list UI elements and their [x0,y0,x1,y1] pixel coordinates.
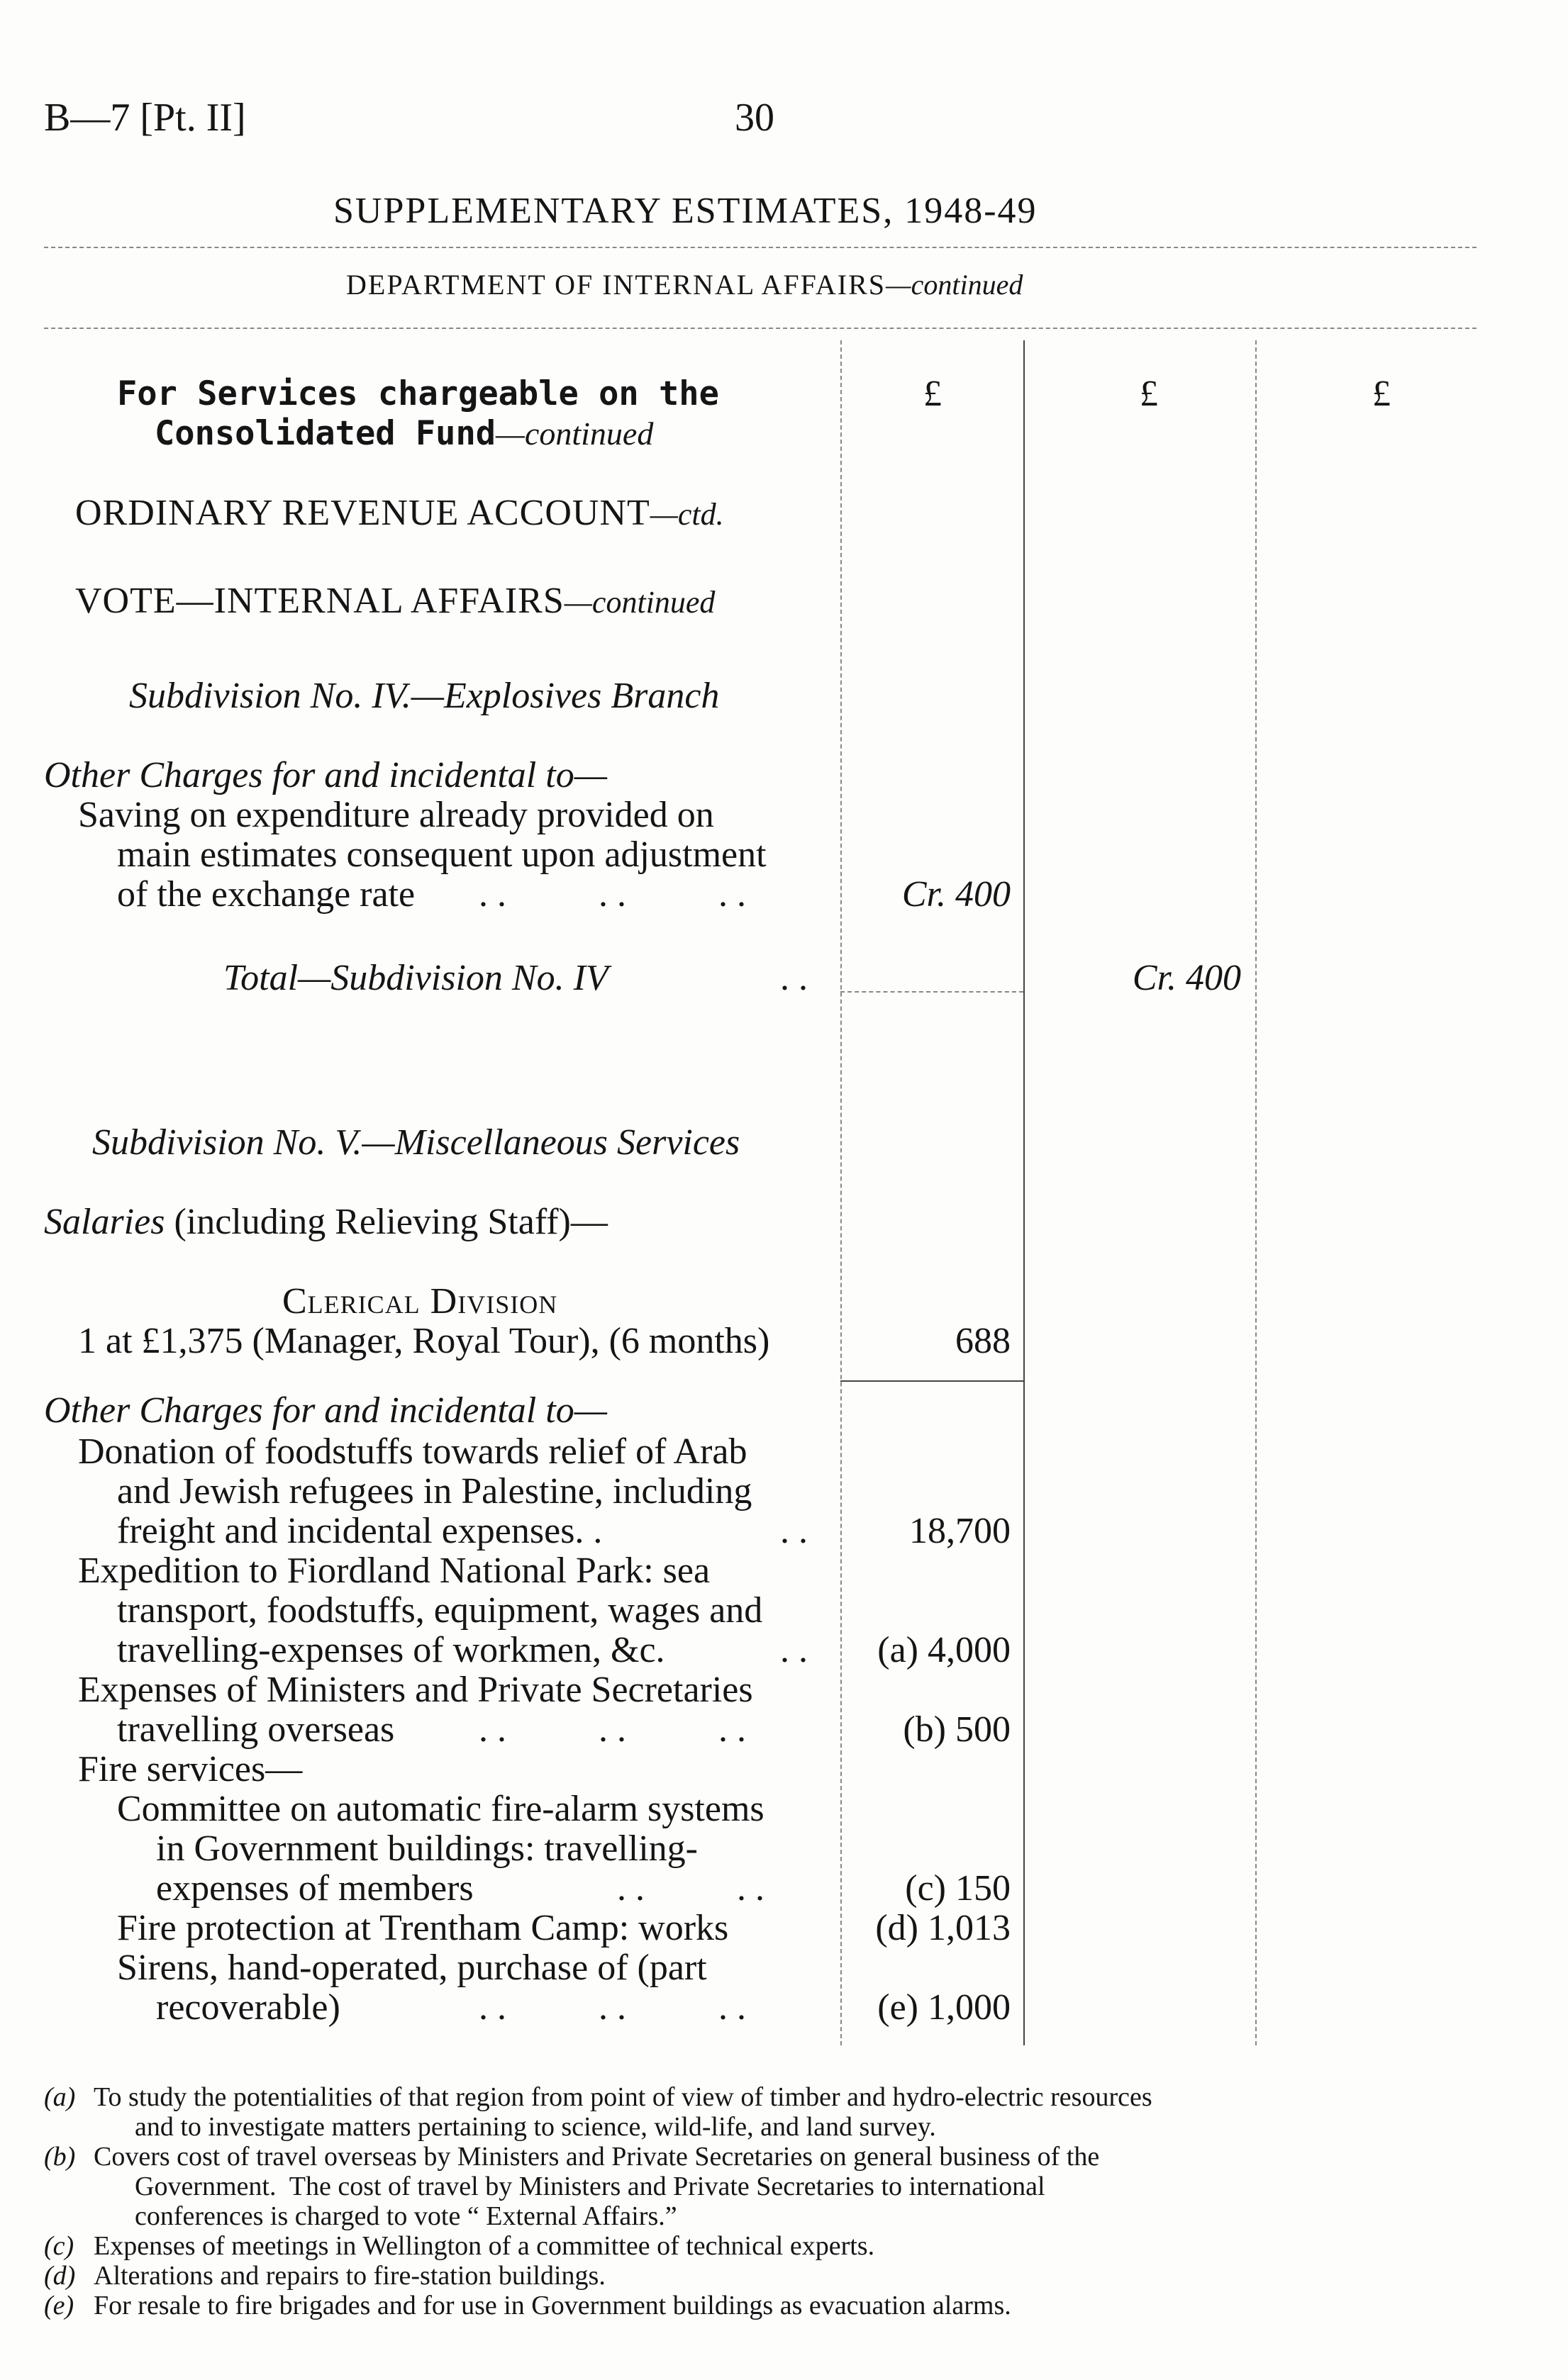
column-header-2: £ [1140,374,1158,414]
ordinary-revenue-heading: ORDINARY REVENUE ACCOUNT—ctd. [75,493,724,533]
salaries-subtotal-rule [840,1380,1023,1382]
trentham-amount: (d) 1,013 [875,1908,1011,1948]
subtotal-rule [840,991,1023,993]
ministers-amount: (b) 500 [903,1709,1011,1750]
subdivision-v-heading: Subdivision No. V.—Miscellaneous Services [92,1122,740,1163]
footnote-c-mark: (c) [44,2231,74,2261]
saving-leader-dots: . . . . . . [479,874,746,915]
document-reference: B—7 [Pt. II] [44,96,246,140]
committee-line-1: Committee on automatic fire-alarm systems [117,1789,764,1829]
footnote-d-line-1: Alterations and repairs to fire-station buildings. [94,2261,606,2291]
subdivision-iv-heading: Subdivision No. IV.—Explosives Branch [129,676,720,716]
sirens-amount: (e) 1,000 [877,1987,1011,2028]
services-heading-line1: For Services chargeable on the [117,374,719,413]
footnote-b-line-3: conferences is charged to vote “ External Affairs.” [135,2201,677,2231]
footnote-e-line-1: For resale to fire brigades and for use in Government buildings as evacuation alarms. [94,2291,1011,2320]
fiordland-leader-dots: . . [780,1630,808,1670]
saving-line-1: Saving on expenditure already provided on [78,795,714,835]
ministers-line-1: Expenses of Ministers and Private Secretaries [78,1670,753,1710]
sirens-line-2: recoverable) [156,1987,340,2028]
trentham-line: Fire protection at Trentham Camp: works [117,1908,729,1948]
column-rule-3 [1255,340,1257,2045]
sub4-other-charges-label: Other Charges for and incidental to— [44,755,607,795]
header-divider [44,247,1477,248]
sirens-leader-dots: . . . . . . [479,1987,746,2028]
sirens-line-1: Sirens, hand-operated, purchase of (part [117,1948,707,1988]
footnote-e-mark: (e) [44,2291,74,2320]
footnote-b-mark: (b) [44,2142,76,2172]
manager-salary-amount: 688 [955,1321,1011,1361]
committee-line-2: in Government buildings: travelling- [156,1828,698,1869]
footnote-d-mark: (d) [44,2261,76,2291]
donation-leader-dots: . . [780,1511,808,1551]
fiordland-amount: (a) 4,000 [877,1630,1011,1670]
total-subdivision-iv-label: Total—Subdivision No. IV [223,958,608,998]
department-divider [44,328,1477,329]
fiordland-line-1: Expedition to Fiordland National Park: sea [78,1551,711,1591]
manager-salary-line: 1 at £1,375 (Manager, Royal Tour), (6 months) [78,1321,770,1361]
fire-services-heading: Fire services— [78,1749,303,1789]
fiordland-line-2: transport, foodstuffs, equipment, wages and [117,1590,763,1631]
committee-leader-dots: . . . . [617,1868,764,1909]
column-header-1: £ [923,374,942,414]
column-header-3: £ [1372,374,1391,414]
page-number: 30 [735,96,774,140]
committee-line-3: expenses of members [156,1868,474,1909]
services-heading-line2: Consolidated Fund—continued [155,414,654,453]
donation-line-2: and Jewish refugees in Palestine, including [117,1471,752,1512]
column-rule-1 [840,340,842,2045]
saving-amount: Cr. 400 [901,874,1011,915]
total-subdivision-iv-amount: Cr. 400 [1132,958,1241,998]
footnote-b-line-1: Covers cost of travel overseas by Ministers and Private Secretaries on general business of the [94,2142,1100,2172]
sub5-other-charges-label: Other Charges for and incidental to— [44,1390,607,1431]
donation-line-3: freight and incidental expenses. . [117,1511,603,1551]
committee-amount: (c) 150 [905,1868,1011,1909]
column-rule-2 [1023,340,1025,2045]
ministers-leader-dots: . . . . . . [479,1709,746,1750]
saving-line-3: of the exchange rate [117,874,416,915]
vote-heading: VOTE—INTERNAL AFFAIRS—continued [75,581,716,621]
donation-line-1: Donation of foodstuffs towards relief of Arab [78,1431,747,1472]
ministers-line-2: travelling overseas [117,1709,395,1750]
page-title: SUPPLEMENTARY ESTIMATES, 1948-49 [333,191,1038,231]
fiordland-line-3: travelling-expenses of workmen, &c. [117,1630,665,1670]
footnote-a-line-1: To study the potentialities of that region from point of view of timber and hydro-electric resources [94,2082,1152,2112]
saving-line-2: main estimates consequent upon adjustment [117,834,767,875]
footnote-a-mark: (a) [44,2082,76,2112]
department-heading: DEPARTMENT OF INTERNAL AFFAIRS—continued [346,269,1023,301]
footnote-c-line-1: Expenses of meetings in Wellington of a committee of technical experts. [94,2231,875,2261]
footnote-b-line-2: Government. The cost of travel by Ministers and Private Secretaries to international [135,2172,1045,2201]
total-leader-dots: . . [780,958,808,998]
salaries-label: Salaries (including Relieving Staff)— [44,1202,608,1242]
clerical-division-heading: Clerical Division [282,1281,558,1322]
donation-amount: 18,700 [909,1511,1011,1551]
footnote-a-line-2: and to investigate matters pertaining to science, wild-life, and land survey. [135,2112,936,2142]
